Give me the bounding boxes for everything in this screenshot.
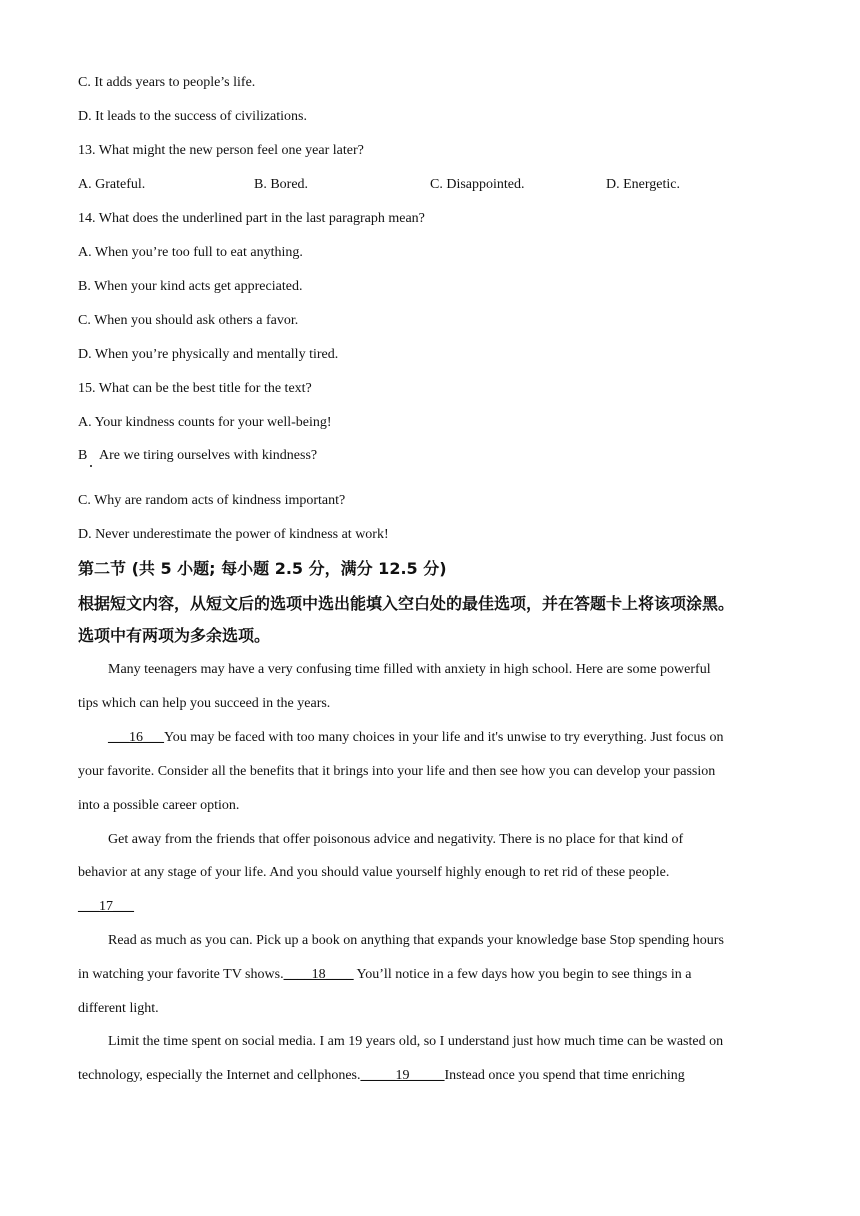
q14-option-d: D. When you’re physically and mentally tired. [78,347,339,362]
q15-question: 15. What can be the best title for the text? [78,381,312,396]
blank-17 [78,898,134,916]
q14-question: 14. What does the underlined part in the last paragraph mean? [78,211,425,226]
passage-p2-line-2: your favorite. Consider all the benefits that it brings into your life and then see how you can develop your passion [78,764,716,779]
passage-p5-line-2 [78,1067,685,1085]
q14-option-c: C. When you should ask others a favor. [78,313,299,328]
section-instruction-line-2: 选项中有两项为多余选项。 [78,626,271,645]
blank-16: ___16___ [108,730,164,745]
passage-p4-line-3: different light. [78,1001,159,1016]
blank-17-text: ___17___ [78,899,134,914]
passage-p4-line-2-text-a: in watching your favorite TV shows. [78,967,284,982]
q13-option-d: D. Energetic. [606,177,680,192]
passage-p1-line-1: Many teenagers may have a very confusing time filled with anxiety in high school. Here are some powerful [108,662,711,677]
q15-option-b-letter: B [78,448,88,463]
passage-p2-line-3: into a possible career option. [78,798,240,813]
q12-option-c: C. It adds years to people’s life. [78,75,256,90]
option-dot-mark [90,465,92,467]
passage-p4-line-2-text-b: You’ll notice in a few days how you begin to see things in a [353,967,692,982]
passage-p2-line-1-text: You may be faced with too many choices in your life and it's unwise to try everything. Just focus on [164,730,724,745]
q14-option-a: A. When you’re too full to eat anything. [78,245,303,260]
q15-option-d: D. Never underestimate the power of kindness at work! [78,527,389,542]
q13-option-c: C. Disappointed. [430,177,525,192]
q15-option-a: A. Your kindness counts for your well-being! [78,415,332,430]
passage-p4-line-1: Read as much as you can. Pick up a book on anything that expands your knowledge base Stop spending hours [108,933,724,948]
q15-option-b-text: Are we tiring ourselves with kindness? [99,448,318,463]
q13-option-b: B. Bored. [254,177,309,192]
passage-p2-line-1 [108,729,723,747]
passage-p3-line-2: behavior at any stage of your life. And you should value yourself highly enough to ret rid of these people. [78,865,670,880]
q15-option-c: C. Why are random acts of kindness important? [78,493,346,508]
passage-p5-line-2-text-b: Instead once you spend that time enriching [444,1068,685,1083]
passage-p4-line-2 [78,966,691,984]
q13-question: 13. What might the new person feel one year later? [78,143,364,158]
blank-19: _____19_____ [360,1068,445,1083]
blank-18: ____18____ [283,967,354,982]
passage-p5-line-2-text-a: technology, especially the Internet and cellphones. [78,1068,361,1083]
passage-p3-line-1: Get away from the friends that offer poisonous advice and negativity. There is no place for that kind of [108,832,684,847]
section-heading: 第二节 (共 5 小题; 每小题 2.5 分，满分 12.5 分) [78,559,447,578]
passage-p5-line-1: Limit the time spent on social media. I am 19 years old, so I understand just how much time can be wasted on [108,1034,724,1049]
passage-p1-line-2: tips which can help you succeed in the years. [78,696,331,711]
section-instruction-line-1: 根据短文内容，从短文后的选项中选出能填入空白处的最佳选项，并在答题卡上将该项涂黑。 [78,594,735,613]
q14-option-b: B. When your kind acts get appreciated. [78,279,303,294]
q12-option-d: D. It leads to the success of civilizations. [78,109,307,124]
q13-option-a: A. Grateful. [78,177,146,192]
